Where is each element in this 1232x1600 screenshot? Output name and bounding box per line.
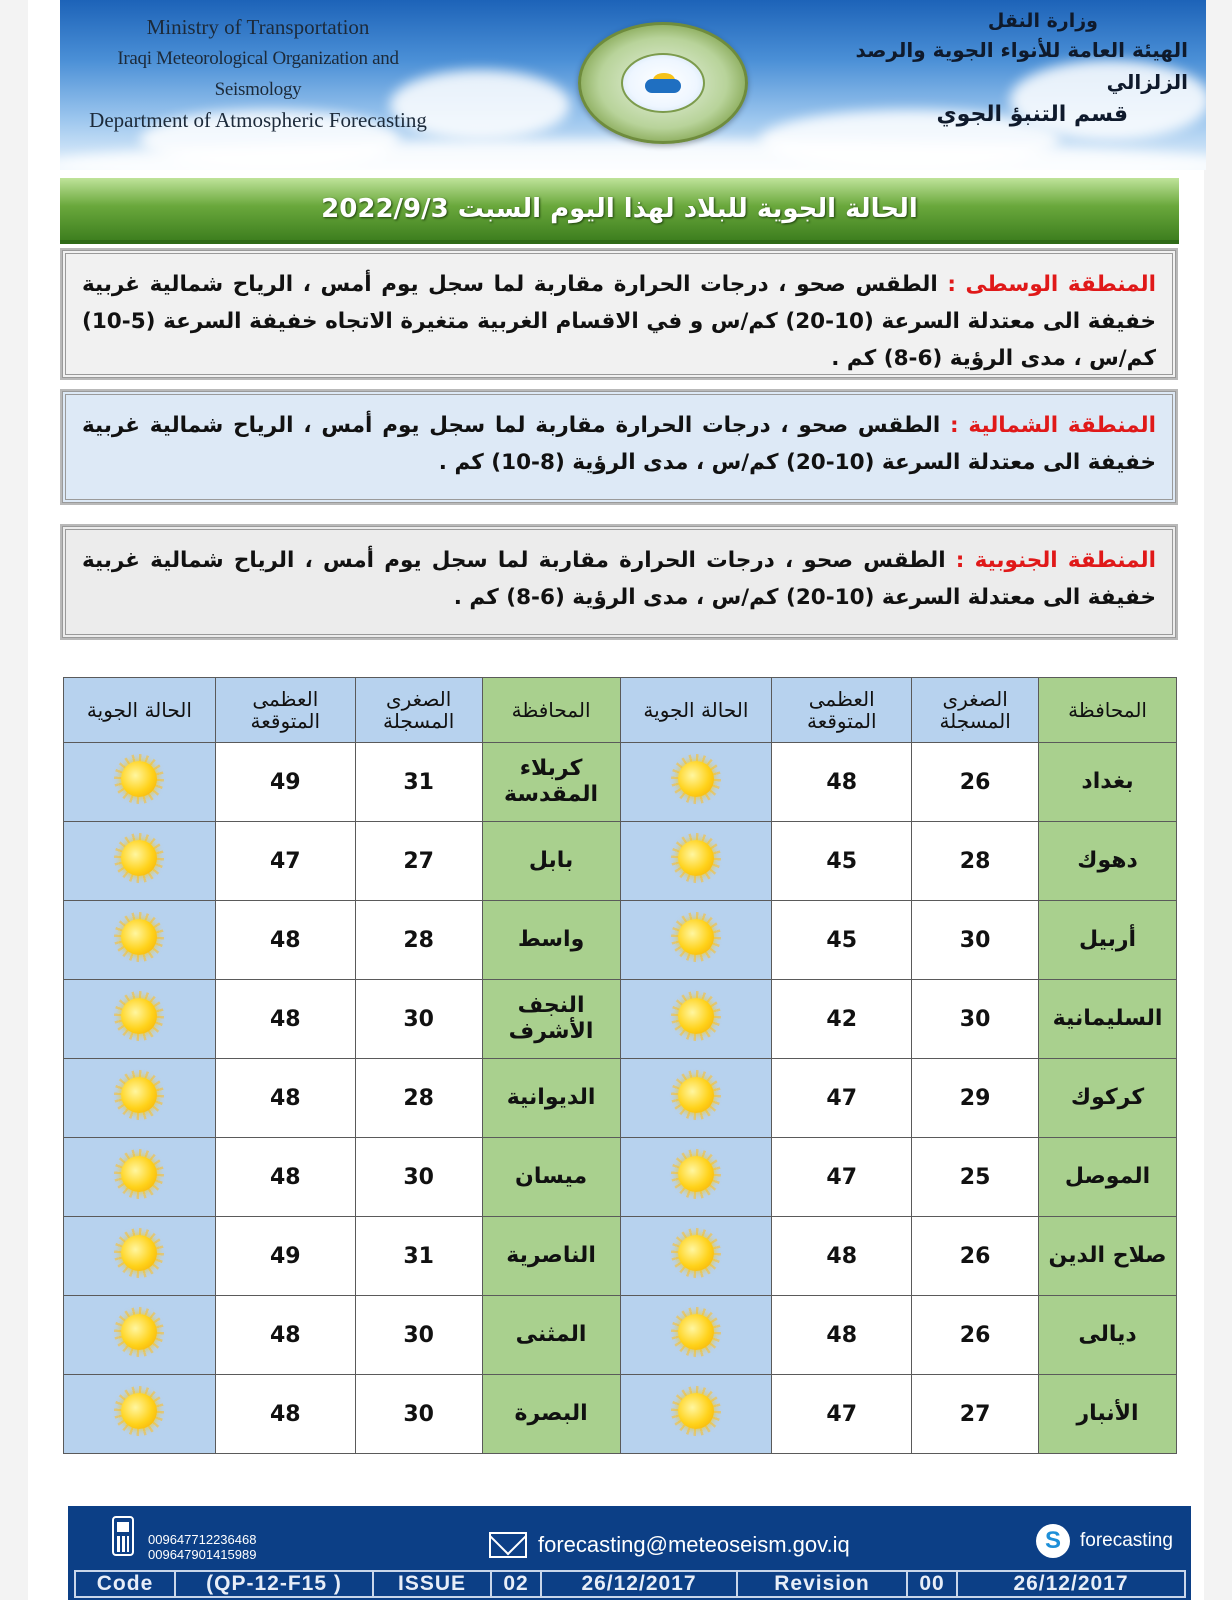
region-label: المنطقة الشمالية : (950, 413, 1156, 438)
table-row (64, 743, 1177, 822)
table-row (64, 1059, 1177, 1138)
header-min-temp: الصغرى المسجلة (912, 678, 1039, 743)
skype-account[interactable]: forecasting (1080, 1530, 1173, 1551)
header-max-temp: العظمى المتوقعة (215, 678, 355, 743)
region-central (62, 250, 1176, 378)
organization-name-en: Iraqi Meteorological Organization and Seismology (117, 48, 399, 100)
ministry-name-en: Ministry of Transportation (146, 15, 370, 39)
governorate-cell (482, 822, 620, 901)
header-min-temp: الصغرى المسجلة (355, 678, 482, 743)
sun-icon (114, 1228, 164, 1278)
governorate-cell (1039, 1375, 1177, 1454)
governorate-cell (1039, 822, 1177, 901)
min-temp-cell: 30 (912, 980, 1039, 1059)
governorate-cell (482, 743, 620, 822)
governorate-name: دهوك (1077, 848, 1138, 873)
weather-state-cell (620, 1296, 772, 1375)
region-north (62, 391, 1176, 503)
min-temp-cell: 27 (355, 822, 482, 901)
ministry-name-ar: وزارة النقل (987, 10, 1098, 32)
max-temp-cell: 47 (215, 822, 355, 901)
min-temp-cell: 30 (912, 901, 1039, 980)
governorate-name: أربيل (1078, 927, 1137, 952)
document-code-bar (74, 1570, 1186, 1598)
max-temp-cell: 48 (215, 1296, 355, 1375)
region-label: المنطقة الجنوبية : (955, 548, 1156, 573)
governorate-cell (1039, 901, 1177, 980)
governorate-cell (1039, 1217, 1177, 1296)
governorate-name: بغداد (1081, 769, 1134, 794)
max-temp-cell: 48 (215, 1138, 355, 1217)
sun-icon (671, 833, 721, 883)
governorate-cell (482, 980, 620, 1059)
organization-name-ar: الهيئة العامة للأنواء الجوية والرصد الزلزالي (855, 38, 1188, 94)
governorate-cell (482, 1375, 620, 1454)
header-governorate: المحافظة (482, 678, 620, 743)
sun-icon (114, 754, 164, 804)
table-header-row (64, 678, 1177, 743)
max-temp-cell: 49 (215, 743, 355, 822)
weather-state-cell (620, 743, 772, 822)
bulletin-title-bar (60, 178, 1179, 244)
issue-label: ISSUE (374, 1572, 492, 1596)
min-temp-cell: 31 (355, 1217, 482, 1296)
governorate-name: النجف الأشرف (508, 993, 594, 1044)
max-temp-cell: 48 (215, 1375, 355, 1454)
header-weather-state: الحالة الجوية (620, 678, 772, 743)
governorate-cell (1039, 1138, 1177, 1217)
governorate-name: ميسان (515, 1164, 588, 1189)
header-max-temp: العظمى المتوقعة (772, 678, 912, 743)
skype-icon: S (1036, 1524, 1070, 1558)
weather-state-cell (64, 980, 216, 1059)
governorate-name: الموصل (1064, 1164, 1151, 1189)
weather-state-cell (620, 1375, 772, 1454)
header-english (78, 12, 438, 136)
table-row (64, 1296, 1177, 1375)
max-temp-cell: 47 (772, 1375, 912, 1454)
issue-number: 02 (492, 1572, 542, 1596)
phone-numbers (148, 1532, 256, 1562)
cloud-icon (645, 79, 681, 93)
forecast-table (63, 677, 1177, 1454)
max-temp-cell: 48 (772, 1217, 912, 1296)
min-temp-cell: 28 (912, 822, 1039, 901)
governorate-cell (1039, 980, 1177, 1059)
governorate-cell (482, 1138, 620, 1217)
governorate-cell (482, 1059, 620, 1138)
bulletin-title: الحالة الجوية للبلاد لهذا اليوم السبت 2022/9/3 (321, 194, 918, 224)
governorate-name: الناصرية (506, 1243, 596, 1268)
min-temp-cell: 29 (912, 1059, 1039, 1138)
governorate-name: الديوانية (506, 1085, 596, 1110)
department-name-en: Department of Atmospheric Forecasting (89, 108, 427, 132)
governorate-cell (482, 1217, 620, 1296)
weather-state-cell (64, 1217, 216, 1296)
email-address[interactable]: forecasting@meteoseism.gov.iq (538, 1532, 850, 1557)
region-text: الطقس صحو ، درجات الحرارة مقاربة لما سجل يوم أمس ، الرياح شمالية غربية خفيفة الى معتدلة السرعة (10-20) كم/س ، مدى الرؤية (8-10) كم . (82, 413, 1156, 475)
min-temp-cell: 30 (355, 1138, 482, 1217)
governorate-cell (482, 901, 620, 980)
phone-number: 009647901415989 (148, 1547, 257, 1562)
sun-icon (114, 1149, 164, 1199)
header-weather-state: الحالة الجوية (64, 678, 216, 743)
header-banner (60, 0, 1206, 170)
table-row (64, 1138, 1177, 1217)
min-temp-cell: 28 (355, 901, 482, 980)
mail-icon (489, 1532, 527, 1558)
sun-icon (671, 912, 721, 962)
governorate-name: المثنى (515, 1322, 587, 1347)
weather-state-cell (64, 743, 216, 822)
max-temp-cell: 48 (215, 901, 355, 980)
governorate-cell (1039, 1059, 1177, 1138)
weather-state-cell (620, 1217, 772, 1296)
sun-icon (671, 1070, 721, 1120)
region-south (62, 526, 1176, 638)
sun-icon (114, 1070, 164, 1120)
min-temp-cell: 30 (355, 980, 482, 1059)
table-row (64, 980, 1177, 1059)
governorate-name: البصرة (514, 1401, 588, 1426)
weather-state-cell (620, 1138, 772, 1217)
revision-number: 00 (908, 1572, 958, 1596)
header-arabic (768, 8, 1188, 132)
weather-state-cell (620, 980, 772, 1059)
table-row (64, 901, 1177, 980)
governorate-name: كركوك (1070, 1085, 1145, 1110)
code-label: Code (76, 1572, 176, 1596)
table-row (64, 822, 1177, 901)
sun-icon (114, 1307, 164, 1357)
max-temp-cell: 42 (772, 980, 912, 1059)
region-text: الطقس صحو ، درجات الحرارة مقاربة لما سجل يوم أمس ، الرياح شمالية غربية خفيفة الى معتدلة السرعة (10-20) كم/س ، مدى الرؤية (6-8) كم . (82, 548, 1156, 610)
table-row (64, 1217, 1177, 1296)
organization-logo (578, 22, 748, 144)
governorate-name: الأنبار (1076, 1401, 1139, 1426)
sun-icon (671, 991, 721, 1041)
min-temp-cell: 25 (912, 1138, 1039, 1217)
weather-state-cell (620, 901, 772, 980)
sun-icon (114, 833, 164, 883)
issue-date: 26/12/2017 (542, 1572, 738, 1596)
max-temp-cell: 48 (772, 743, 912, 822)
table-row (64, 1375, 1177, 1454)
governorate-name: صلاح الدين (1048, 1243, 1167, 1268)
weather-state-cell (620, 1059, 772, 1138)
governorate-name: كربلاء المقدسة (504, 756, 599, 807)
region-text: الطقس صحو ، درجات الحرارة مقاربة لما سجل يوم أمس ، الرياح شمالية غربية خفيفة الى معتدلة السرعة (10-20) كم/س و في الاقسام الغربية متغيرة الاتجاه خفيفة السرعة (5-10) كم/س ، مدى الرؤية (6-8) كم . (82, 272, 1156, 371)
governorate-cell (1039, 1296, 1177, 1375)
sun-icon (671, 1386, 721, 1436)
sun-icon (671, 754, 721, 804)
phone-number: 009647712236468 (148, 1532, 257, 1547)
max-temp-cell: 45 (772, 822, 912, 901)
weather-state-cell (64, 901, 216, 980)
governorate-name: واسط (517, 927, 585, 952)
min-temp-cell: 28 (355, 1059, 482, 1138)
governorate-name: السليمانية (1052, 1006, 1163, 1031)
min-temp-cell: 30 (355, 1296, 482, 1375)
governorate-name: بابل (528, 848, 574, 873)
revision-label: Revision (738, 1572, 908, 1596)
weather-state-cell (620, 822, 772, 901)
min-temp-cell: 31 (355, 743, 482, 822)
phone-icon (112, 1516, 134, 1556)
governorate-name: ديالى (1078, 1322, 1137, 1347)
max-temp-cell: 48 (772, 1296, 912, 1375)
governorate-cell (482, 1296, 620, 1375)
min-temp-cell: 27 (912, 1375, 1039, 1454)
weather-state-cell (64, 1138, 216, 1217)
sun-icon (114, 991, 164, 1041)
max-temp-cell: 48 (215, 980, 355, 1059)
sun-icon (671, 1307, 721, 1357)
code-value: (QP-12-F15 ) (176, 1572, 374, 1596)
header-governorate: المحافظة (1039, 678, 1177, 743)
sun-icon (671, 1228, 721, 1278)
governorate-cell (1039, 743, 1177, 822)
weather-state-cell (64, 1375, 216, 1454)
revision-date: 26/12/2017 (1013, 1572, 1129, 1595)
min-temp-cell: 26 (912, 743, 1039, 822)
max-temp-cell: 48 (215, 1059, 355, 1138)
min-temp-cell: 26 (912, 1217, 1039, 1296)
footer-bar (68, 1506, 1191, 1600)
sun-icon (114, 912, 164, 962)
bulletin-page (28, 0, 1204, 1600)
max-temp-cell: 47 (772, 1059, 912, 1138)
region-label: المنطقة الوسطى : (947, 272, 1157, 297)
max-temp-cell: 45 (772, 901, 912, 980)
weather-state-cell (64, 822, 216, 901)
sun-icon (671, 1149, 721, 1199)
min-temp-cell: 30 (355, 1375, 482, 1454)
max-temp-cell: 49 (215, 1217, 355, 1296)
weather-state-cell (64, 1059, 216, 1138)
sun-icon (114, 1386, 164, 1436)
max-temp-cell: 47 (772, 1138, 912, 1217)
department-name-ar: قسم التنبؤ الجوي (936, 102, 1128, 127)
min-temp-cell: 26 (912, 1296, 1039, 1375)
weather-state-cell (64, 1296, 216, 1375)
